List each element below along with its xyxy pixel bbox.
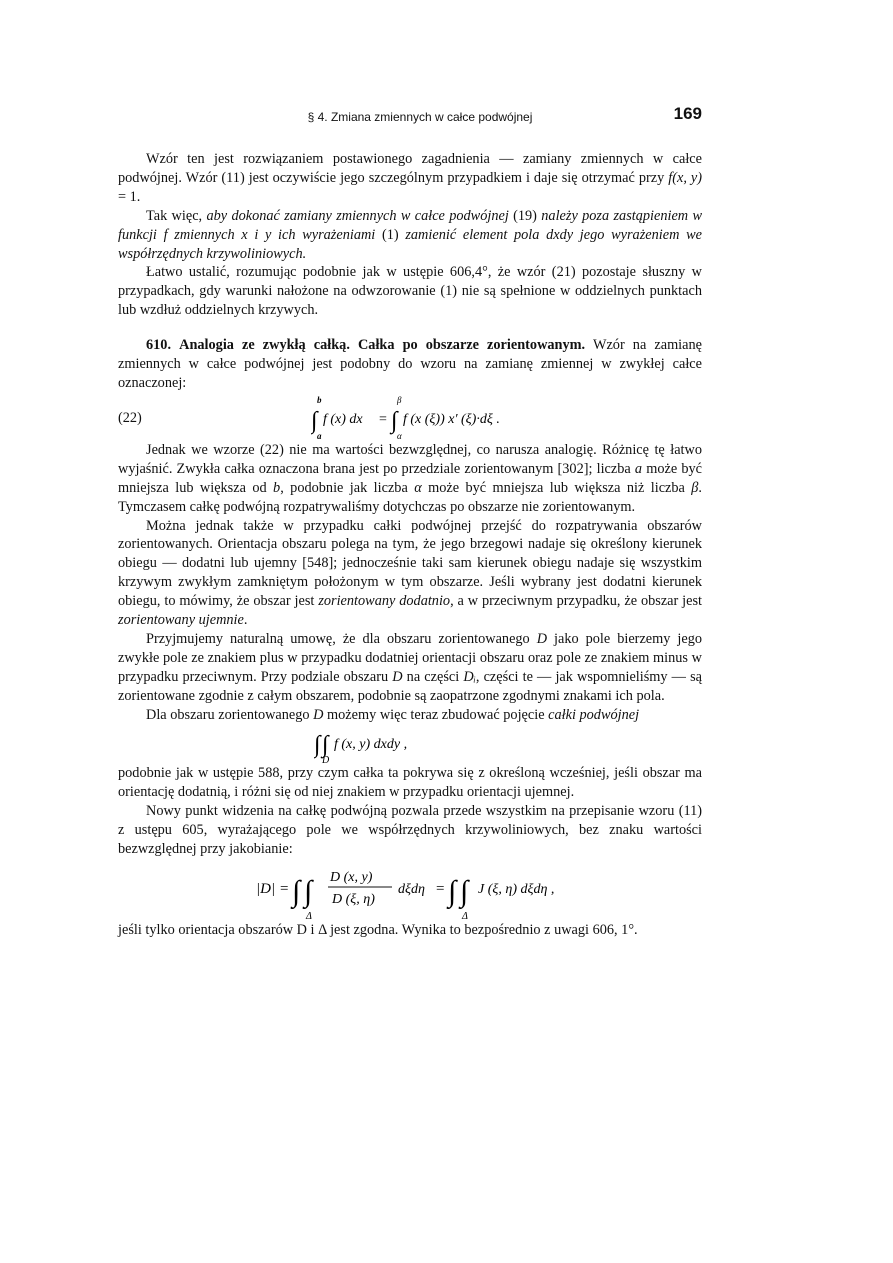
jacobian-rhs: J (ξ, η) dξdη , — [478, 882, 555, 897]
text-run: Dla obszaru zorientowanego — [146, 706, 314, 723]
double-integral-svg — [314, 724, 454, 764]
equation-number: (22) — [118, 409, 142, 426]
integral-sign: ∫ — [292, 875, 301, 908]
equation-22 — [118, 395, 702, 439]
paragraph-4 — [118, 441, 702, 517]
text-run: Można jednak także w przypadku całki podwójnej przejść do rozpatrywania obszarów zorientowanych. Orientacja obszaru polega na tym, że jego brzegowi nadaje się określony kierunek obiegu — dodatni lub ujemny [548]; jednocześnie taki sam kierunek obiegu nadaje się wszystkim krzywym zwykłym zamkniętym położonym w tym obszarze. Jeśli wybrany jest dodatni kierunek obiegu, to mówimy, że obszar jest — [118, 517, 702, 610]
domain-delta: Δ — [306, 911, 312, 921]
right-integrand: f (x (ξ)) x′ (ξ)·dξ . — [403, 411, 500, 427]
text-run: . Tymczasem całkę podwójną rozpatrywaliśmy dotychczas po obszarze nie zorientowanym. — [118, 479, 702, 515]
math-symbol: α — [414, 479, 422, 496]
running-title: § 4. Zmiana zmiennych w całce podwójnej — [307, 110, 533, 124]
equals-sign: = — [436, 881, 445, 897]
text-run: jako pole bierzemy jego zwykłe pole ze znakiem plus w przypadku dodatniej orientacji obszaru oraz pole ze znakiem minus w przypadku przeciwnym. Przy podziale obszaru — [118, 630, 702, 685]
area-formula-svg — [256, 859, 586, 921]
text-run: Przyjmujemy naturalną umowę, że dla obszaru zorientowanego — [146, 630, 537, 647]
math-symbol: D — [392, 668, 403, 685]
jacobian-denominator: D (ξ, η) — [332, 892, 375, 907]
text-run: = 1. — [118, 188, 141, 205]
emphasis: zorientowany dodatnio — [318, 593, 451, 610]
emphasis: należy poza zastąpieniem w funkcji f zmiennych x i y ich wyrażeniami — [118, 207, 702, 243]
math-symbol: b — [273, 479, 281, 496]
emphasis: całki podwójnej — [548, 706, 640, 723]
math-symbol: D — [536, 630, 548, 647]
lower-limit-a: a — [317, 430, 322, 439]
text-run: Tak więc, — [146, 207, 207, 224]
paragraph-1 — [118, 150, 702, 207]
domain-delta: Δ — [462, 911, 468, 921]
text-run: może być mniejsza lub większa od — [118, 460, 702, 496]
text-run: , części te — jak wspomnieliśmy — są zorientowane zgodnie z całym obszarem, podobnie są zaopatrzone zgodnymi znakami ich pola. — [118, 668, 703, 704]
page-number: 169 — [673, 104, 702, 123]
jacobian-numerator: D (x, y) — [330, 870, 373, 885]
integral-sign: ∫ — [314, 732, 321, 759]
integration-domain: D — [322, 755, 330, 765]
equals-sign: = — [379, 411, 387, 427]
left-integrand: f (x) dx — [323, 411, 363, 427]
integral-sign: ∫ — [448, 875, 457, 908]
equation-area — [118, 859, 702, 921]
lower-limit-alpha: α — [397, 430, 402, 439]
equals-sign: = — [280, 881, 289, 897]
text-run: na części — [402, 668, 464, 685]
text-run: , podobnie jak liczba — [280, 479, 415, 496]
math-symbol: a — [634, 460, 643, 477]
emphasis: aby dokonać zamiany zmiennych w całce podwójnej — [206, 207, 509, 224]
emphasis: zorientowany ujemnie — [118, 612, 244, 629]
integral-sign: ∫ — [391, 407, 398, 434]
upper-limit-beta: β — [397, 394, 402, 405]
paragraph-3: Łatwo ustalić, rozumując podobnie jak w ustępie 606,4°, że wzór (21) pozostaje słuszny w przypadkach, gdy warunki nałożone na odwzorowanie (1) nie są spełnione w oddzielnych punktach lub wzdłuż oddzielnych krzywych. — [118, 264, 702, 319]
text-run: (1) — [375, 226, 406, 243]
equation-double-integral — [118, 724, 702, 764]
spacer — [118, 320, 702, 336]
paragraph-9: Nowy punkt widzenia na całkę podwójną pozwala przede wszystkim na przepisanie wzoru (11) z ustępu 605, wyrażającego pole we współrzędnych krzywoliniowych, bez znaku wartości bezwzględnej przy jakobianie: — [118, 803, 702, 858]
paragraph-10: jeśli tylko orientacja obszarów D i Δ jest zgodna. Wynika to bezpośrednio z uwagi 606, 1°. — [118, 922, 638, 938]
body-text — [118, 150, 702, 940]
math-symbol: β — [691, 479, 699, 496]
section-intro-text: Wzór na zamianę zmiennych w całce podwójnej jest podobny do wzoru na zamianę zmiennej w zwykłej całce oznaczonej: — [118, 337, 702, 391]
equation-22-svg — [311, 395, 561, 439]
text-run: może być mniejsza lub większa niż liczba — [421, 479, 692, 496]
page — [118, 104, 703, 940]
running-head — [118, 104, 702, 130]
differential: dξdη — [398, 882, 425, 897]
section-title: Analogia ze zwykłą całką. Całka po obszarze zorientowanym. — [179, 337, 586, 354]
math-symbol: Dᵢ — [463, 668, 476, 685]
paragraph-5 — [118, 517, 702, 630]
integral-sign: ∫ — [311, 407, 318, 434]
upper-limit-b: b — [317, 394, 322, 405]
integral-sign: ∫ — [304, 875, 313, 908]
section-number: 610. — [146, 337, 172, 354]
text-run: Jednak we wzorze (22) nie ma wartości bezwzględnej, co narusza analogię. Różnicę tę łatwo wyjaśnić. Zwykła całka oznaczona brana jest po przedziale zorientowanym [302]; liczba — [118, 441, 702, 477]
paragraph-7 — [118, 706, 702, 725]
text-run: Wzór ten jest rozwiązaniem postawionego zagadnienia — zamiany zmiennych w całce podwójnej. Wzór (11) jest oczywiście jego szczególnym przypadkiem i daje się otrzymać przy — [118, 151, 702, 186]
paragraph-2 — [118, 207, 702, 264]
integral-sign: ∫ — [322, 732, 329, 759]
text-run: . — [243, 612, 248, 629]
emphasis: zamienić element pola dxdy jego wyrażeniem we współrzędnych krzywoliniowych. — [118, 226, 702, 262]
area-lhs: |D| — [256, 881, 276, 897]
text-run: (19) — [508, 207, 542, 224]
math-fxy: f(x, y) — [668, 169, 702, 186]
section-610-intro — [118, 336, 702, 393]
paragraph-8: podobnie jak w ustępie 588, przy czym całka ta pokrywa się z określoną wcześniej, jeśli obszar ma orientację dodatnią, i różni się od niej znakiem w przypadku orientacji ujemnej. — [118, 765, 702, 801]
integral-sign: ∫ — [460, 875, 469, 908]
double-integrand: f (x, y) dxdy , — [334, 737, 408, 753]
text-run: możemy więc teraz zbudować pojęcie — [323, 706, 549, 723]
text-run: , a w przeciwnym przypadku, że obszar jest — [450, 593, 703, 610]
math-symbol: D — [313, 706, 324, 723]
paragraph-6 — [118, 630, 702, 706]
